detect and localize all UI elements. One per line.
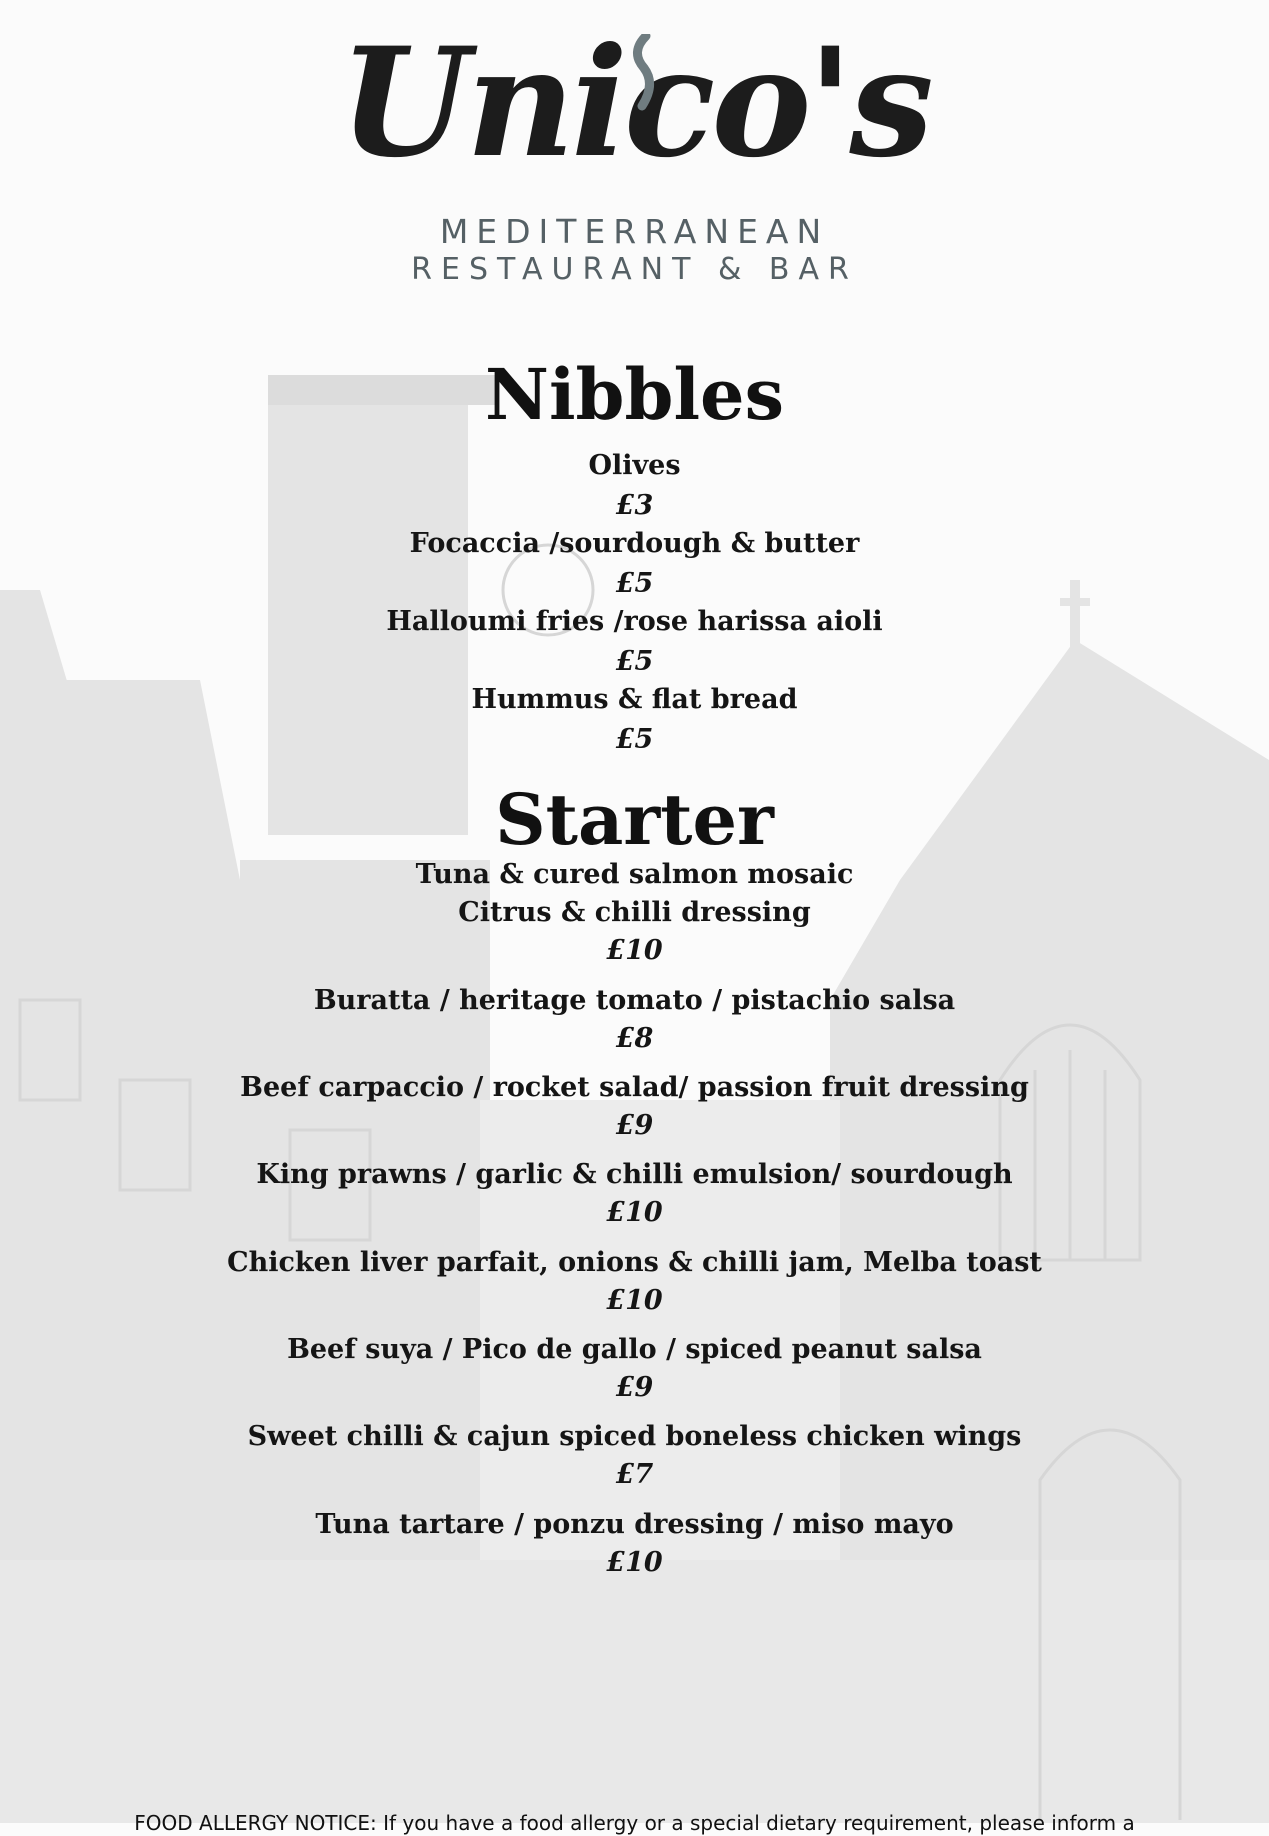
menu-item-name: Halloumi fries /rose harissa aioli	[386, 606, 883, 637]
menu-item-price: £10	[606, 1197, 663, 1228]
logo-tagline-line1: MEDITERRANEAN	[439, 212, 830, 251]
menu-item-name: Beef carpaccio / rocket salad/ passion fruit dressing	[240, 1072, 1029, 1103]
menu-item-name: Tuna tartare / ponzu dressing / miso mayo	[315, 1509, 954, 1540]
menu-item-name: Sweet chilli & cajun spiced boneless chicken wings	[247, 1421, 1022, 1452]
allergy-notice: FOOD ALLERGY NOTICE: If you have a food allergy or a special dietary requirement, please inform a	[134, 1811, 1135, 1835]
menu-item-price: £5	[615, 646, 654, 677]
menu-item-name: Hummus & flat bread	[471, 684, 798, 715]
menu-item-price: £5	[615, 568, 654, 599]
menu-item-price: £3	[615, 490, 654, 521]
section-title-nibbles: Nibbles	[484, 353, 784, 436]
menu-item-name: Chicken liver parfait, onions & chilli jam, Melba toast	[227, 1247, 1042, 1278]
menu-item-name: King prawns / garlic & chilli emulsion/ sourdough	[256, 1159, 1013, 1190]
menu-item-price: £10	[606, 1547, 663, 1578]
menu-item-name: Buratta / heritage tomato / pistachio salsa	[313, 985, 956, 1016]
menu-item-description: Citrus & chilli dressing	[458, 897, 811, 928]
menu-item-name: Olives	[588, 450, 681, 481]
section-title-starter: Starter	[495, 778, 774, 861]
menu-item-price: £10	[606, 1285, 663, 1316]
logo-wordmark: Unico's	[339, 15, 930, 191]
menu-item-price: £5	[615, 724, 654, 755]
menu-item-price: £9	[615, 1372, 654, 1403]
logo-tagline-line2: RESTAURANT & BAR	[411, 252, 858, 287]
menu-item-price: £10	[606, 935, 663, 966]
menu-item-name: Tuna & cured salmon mosaic	[415, 859, 854, 890]
menu-item-price: £9	[615, 1110, 654, 1141]
menu-item-name: Focaccia /sourdough & butter	[409, 528, 860, 559]
logo-smoke-icon	[624, 34, 664, 114]
menu-item-price: £8	[615, 1023, 654, 1054]
menu-item-name: Beef suya / Pico de gallo / spiced peanut salsa	[287, 1334, 982, 1365]
menu-item-price: £7	[615, 1459, 654, 1490]
